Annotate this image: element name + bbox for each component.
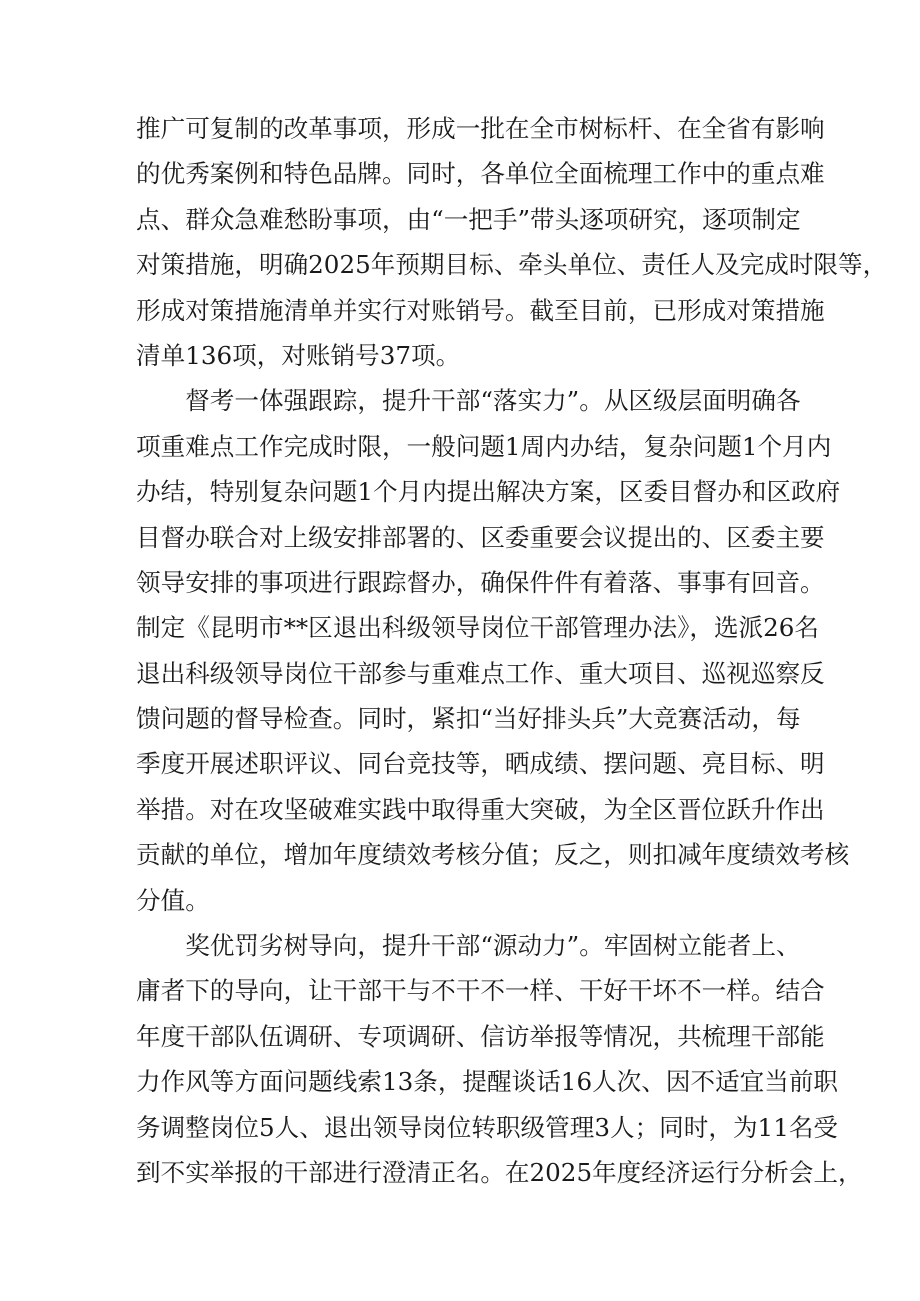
text-line: 奖优罚劣树导向，提升干部“源动力”。牢固树立能者上、: [136, 931, 801, 961]
text-line: 分值。: [136, 885, 210, 915]
text-line: 对策措施，明确2025年预期目标、牵头单位、责任人及完成时限等，: [136, 250, 888, 280]
document-body: [136, 106, 888, 1195]
text-line: 制定《昆明市**区退出科级领导岗位干部管理办法》，选派26名: [136, 613, 820, 643]
text-line: 务调整岗位5人、退出领导岗位转职级管理3人；同时，为11名受: [136, 1112, 839, 1142]
text-line: 督考一体强跟踪，提升干部“落实力”。从区级层面明确各: [136, 386, 801, 416]
text-line: 形成对策措施清单并实行对账销号。截至目前，已形成对策措施: [136, 295, 825, 325]
text-line: 的优秀案例和特色品牌。同时，各单位全面梳理工作中的重点难: [136, 159, 825, 189]
text-line: 目督办联合对上级安排部署的、区委重要会议提出的、区委主要: [136, 522, 825, 552]
text-line: 点、群众急难愁盼事项，由“一把手”带头逐项研究，逐项制定: [136, 204, 801, 234]
text-line: 年度干部队伍调研、专项调研、信访举报等情况，共梳理干部能: [136, 1021, 825, 1051]
text-line: 举措。对在攻坚破难实践中取得重大突破，为全区晋位跃升作出: [136, 794, 825, 824]
text-line: 领导安排的事项进行跟踪督办，确保件件有着落、事事有回音。: [136, 567, 825, 597]
text-line: 贡献的单位，增加年度绩效考核分值；反之，则扣减年度绩效考核: [136, 840, 850, 870]
text-line: 庸者下的导向，让干部干与不干不一样、干好干坏不一样。结合: [136, 976, 825, 1006]
text-line: 馈问题的督导检查。同时，紧扣“当好排头兵”大竞赛活动，每: [136, 704, 801, 734]
paragraph-3: [136, 923, 863, 1195]
paragraph-2: [136, 378, 850, 923]
paragraph-1: [136, 106, 888, 378]
text-line: 项重难点工作完成时限，一般问题1周内办结，复杂问题1个月内: [136, 431, 832, 461]
text-line: 推广可复制的改革事项，形成一批在全市树标杆、在全省有影响: [136, 114, 825, 143]
text-line: 清单136项，对账销号37项。: [136, 340, 461, 370]
text-line: 办结，特别复杂问题1个月内提出解决方案，区委目督办和区政府: [136, 477, 841, 507]
text-line: 退出科级领导岗位干部参与重难点工作、重大项目、巡视巡察反: [136, 658, 825, 688]
text-line: 季度开展述职评议、同台竞技等，晒成绩、摆问题、亮目标、明: [136, 749, 825, 779]
text-line: 力作风等方面问题线索13条，提醒谈话16人次、因不适宜当前职: [136, 1067, 839, 1097]
text-line: 到不实举报的干部进行澄清正名。在2025年度经济运行分析会上，: [136, 1157, 863, 1187]
